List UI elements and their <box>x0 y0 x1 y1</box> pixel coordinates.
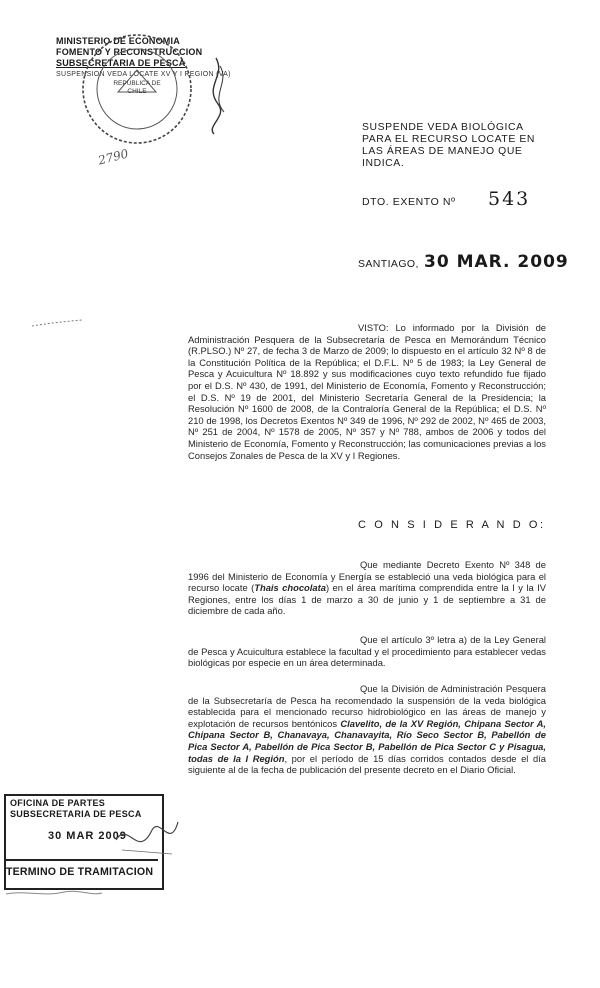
visto-paragraph <box>188 322 546 461</box>
decree-label: DTO. EXENTO Nº <box>362 196 456 208</box>
considerando-3-text: Que la División de Administración Pesquera de la Subsecretaría de Pesca ha recomendado la suspensión de la veda biológica establecida para el mencionado recurso hidrobiológico en las áreas de manejo y explotación de recursos bentónicos <box>188 683 546 729</box>
visto-heading: VISTO: <box>358 322 389 333</box>
margin-mark <box>30 318 84 328</box>
letterhead-reference: SUSPENSION VEDA LOCATE XV Y I REGION (VA) <box>56 71 231 78</box>
considerando-1-text: Que mediante Decreto Exento Nº 348 de 1996 del Ministerio de Economía y Energía se estableció una veda biológica para el recurso locate ( <box>188 559 546 594</box>
decree-subject <box>362 122 584 170</box>
considerando-2-text: Que el artículo 3º letra a) de la Ley General de Pesca y Acuicultura establece la facultad y el procedimiento para establecer vedas biológicas por especie en un área determinada. <box>188 634 546 669</box>
stamp-office: OFICINA DE PARTES <box>10 798 106 808</box>
considerando-1-text-end: ) en el área marítima comprendida entre la I y la IV Regiones, entre los días 1 de marzo a 30 de junio y 1 de septiembre a 31 de diciembre de cada año. <box>188 582 546 617</box>
handwritten-number: 2790 <box>96 146 130 168</box>
considerando-paragraph-2 <box>188 634 546 669</box>
considerando-paragraph-1 <box>188 559 546 617</box>
species-name: Thais chocolata <box>254 582 326 594</box>
considerando-paragraph-3 <box>188 683 546 776</box>
stamp-subsecretaria: SUBSECRETARIA DE PESCA <box>10 809 142 819</box>
subject-line: LAS ÁREAS DE MANEJO QUE <box>362 146 523 157</box>
letterhead-ministry-2: FOMENTO Y RECONSTRUCCION <box>56 47 203 57</box>
considerando-3-text-end: , por el período de 15 días corridos contados desde el día siguiente al de la fecha de publicación del presente decreto en el Diario Oficial. <box>188 752 546 776</box>
subject-line: PARA EL RECURSO LOCATE EN <box>362 134 536 145</box>
stamp-underline-mark <box>4 888 104 898</box>
seal-text: REPUBLICA DE CHILE <box>113 80 161 95</box>
decree-date-stamp: 30 MAR. 2009 <box>424 252 569 272</box>
stamp-date: 30 MAR 2009 <box>48 830 127 842</box>
management-areas: Clavelito, de la XV Región, Chipana Sector A, Chipana Sector B, Chanavaya, Chanavayita, Río Seco Sector B, Pabellón de Pica Sector A, Pabellón de Pica Sector B, Pabellón de Pica Sector C y Pisagua, todas de la I Región <box>188 717 546 764</box>
decree-place: SANTIAGO, <box>358 258 419 270</box>
considerando-heading: C O N S I D E R A N D O: <box>358 519 546 531</box>
letterhead-subsecretaria: SUBSECRETARIA DE PESCA <box>56 58 186 68</box>
letterhead-ministry: MINISTERIO DE ECONOMIA <box>56 36 180 46</box>
subject-line: SUSPENDE VEDA BIOLÓGICA <box>362 122 524 133</box>
signature-icon <box>196 56 236 136</box>
stamp-termination: TERMINO DE TRAMITACION <box>6 859 158 878</box>
subject-line: INDICA. <box>362 158 405 169</box>
visto-text: Lo informado por la División de Administración Pesquera de la Subsecretaría de Pesca en Memorándum Técnico (R.PLSO.) Nº 27, de fecha 3 de Marzo de 2009; lo dispuesto en el artículo 32 Nº 8 de la Constitución Política de la República; el D.F.L. Nº 5 de 1983; la Ley General de Pesca y Acuicultura Nº 18.892 y sus modificaciones cuyo texto refundido fue fijado por el D.S. Nº 430, de 1991, del Ministerio de Economía, Fomento y Reconstrucción; el D.S. Nº 19 de 2001, del Ministerio Secretaría General de la Presidencia; la Resolución Nº 1600 de 2008, de la Contraloría General de la República; el D.S. Nº 210 de 1998, los Decretos Exentos Nº 349 de 1996, Nº 292 de 2002, Nº 465 de 2003, Nº 251 de 2004, Nº 1578 de 2005, Nº 357 y Nº 788, ambos de 2006 y todos del Ministerio de Economía, Fomento y Reconstrucción; las comunicaciones previas a los Consejos Zonales de Pesca de la XV y I Regiones. <box>188 322 546 461</box>
stamp-signature-icon <box>112 810 182 870</box>
decree-number: 543 <box>488 188 531 210</box>
